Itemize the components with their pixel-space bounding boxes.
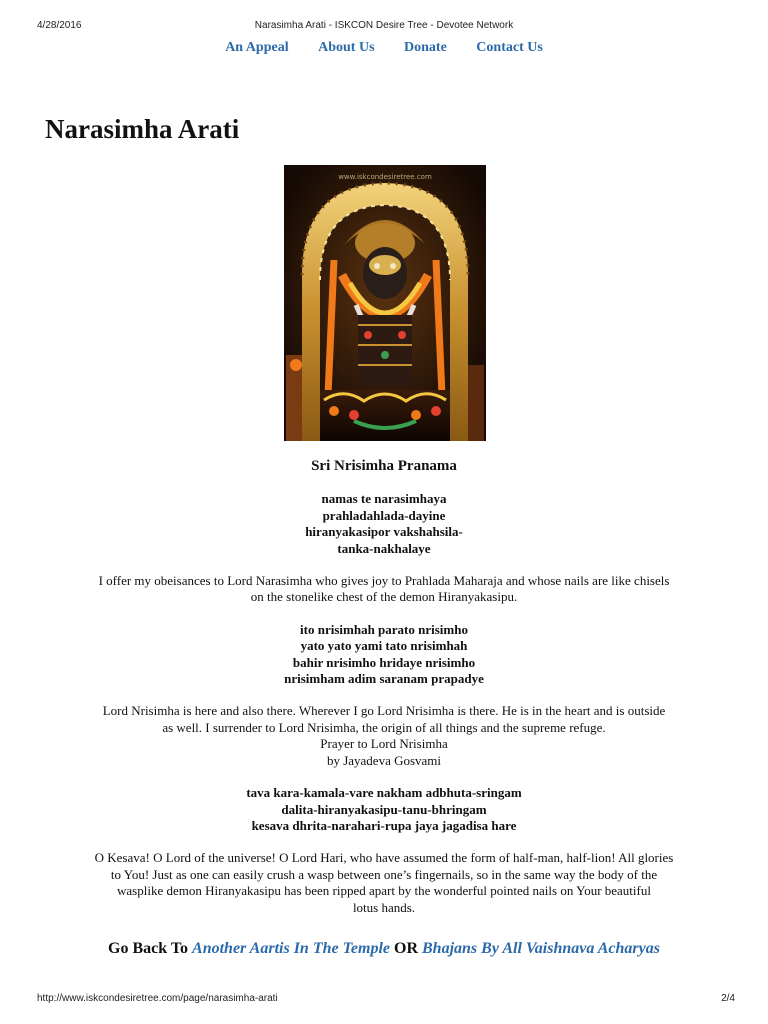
- article-content: [60, 458, 708, 932]
- verse-line: tanka-nakhalaye: [337, 540, 431, 556]
- link-another-aartis[interactable]: Another Aartis In The Temple: [192, 940, 390, 957]
- verse-line: kesava dhrita-narahari-rupa jaya jagadisa hare: [251, 817, 517, 833]
- image-watermark: www.iskcondesiretree.com: [338, 173, 432, 181]
- go-back-or: OR: [394, 940, 418, 957]
- verse-line: bahir nrisimho hridaye nrisimho: [292, 654, 476, 670]
- translation-line: as well. I surrender to Lord Nrisimha, the origin of all things and the supreme refuge.: [162, 719, 606, 735]
- go-back-links: [0, 940, 768, 958]
- nav-link-donate[interactable]: Donate: [404, 40, 447, 55]
- print-header: [0, 20, 768, 34]
- verse-tava-kara: [60, 785, 708, 834]
- print-page-title: Narasimha Arati - ISKCON Desire Tree - Devotee Network: [254, 20, 514, 31]
- nav-link-contact-us[interactable]: Contact Us: [476, 40, 543, 55]
- translation-line: on the stonelike chest of the demon Hiranyakasipu.: [250, 589, 518, 605]
- page-title: Narasimha Arati: [45, 114, 240, 144]
- verse-line: ito nrisimhah parato nrisimho: [300, 621, 468, 637]
- nav-link-about-us[interactable]: About Us: [318, 40, 375, 55]
- deity-image: [284, 165, 486, 441]
- go-back-prefix: Go Back To: [108, 940, 189, 957]
- top-nav: [0, 40, 768, 56]
- prayer-title: Prayer to Lord Nrisimha: [320, 736, 448, 752]
- translation-line: Lord Nrisimha is here and also there. Wherever I go Lord Nrisimha is there. He is in the heart and is outside: [102, 703, 666, 719]
- verse-ito-nrisimhah: [60, 622, 708, 688]
- verse-line: nrisimham adim saranam prapadye: [284, 671, 484, 687]
- nav-link-appeal[interactable]: An Appeal: [225, 40, 289, 55]
- verse-line: prahladahlada-dayine: [322, 507, 446, 523]
- translation-line: I offer my obeisances to Lord Narasimha who gives joy to Prahlada Maharaja and whose nails are like chisels: [98, 573, 670, 589]
- translation-line: O Kesava! O Lord of the universe! O Lord Hari, who have assumed the form of half-man, half-lion! All glories: [94, 850, 674, 866]
- verse-line: hiranyakasipor vakshahsila-: [305, 524, 463, 540]
- prayer-author: by Jayadeva Gosvami: [326, 752, 442, 768]
- translation-line: to You! Just as one can easily crush a wasp between one’s fingernails, so in the same way the body of the: [110, 866, 658, 882]
- verse-line: yato yato yami tato nrisimhah: [300, 638, 468, 654]
- verse-line: tava kara-kamala-vare nakham adbhuta-sringam: [246, 785, 522, 801]
- verse-line: namas te narasimhaya: [321, 491, 447, 507]
- translation-pranama: [60, 573, 708, 606]
- print-footer: [0, 993, 768, 1007]
- print-date: 4/28/2016: [37, 20, 82, 31]
- verse-line: dalita-hiranyakasipu-tanu-bhringam: [281, 801, 487, 817]
- section-heading: Sri Nrisimha Pranama: [311, 458, 457, 474]
- print-url: http://www.iskcondesiretree.com/page/narasimha-arati: [37, 993, 278, 1004]
- print-page-number: 2/4: [721, 993, 735, 1004]
- translation-ito-nrisimhah: [60, 703, 708, 769]
- link-bhajans-acharyas[interactable]: Bhajans By All Vaishnava Acharyas: [422, 940, 660, 957]
- translation-line: lotus hands.: [352, 899, 416, 915]
- verse-pranama: [60, 491, 708, 557]
- translation-line: wasplike demon Hiranyakasipu has been ripped apart by the wonderful pointed nails on Your beautiful: [117, 883, 651, 899]
- translation-tava-kara: [60, 850, 708, 916]
